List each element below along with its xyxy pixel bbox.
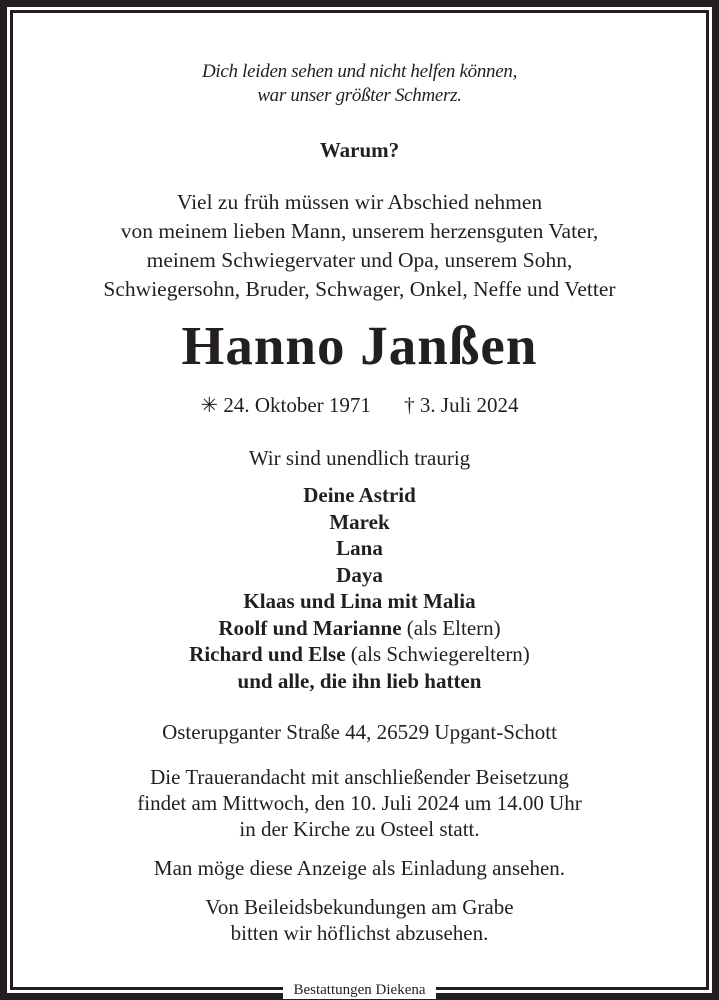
service-info xyxy=(13,764,706,842)
inner-border xyxy=(10,10,709,998)
question-heading: Warum? xyxy=(319,138,400,162)
mourner: Daya xyxy=(336,562,383,587)
intro-line: Schwiegersohn, Bruder, Schwager, Onkel, Neffe und Vetter xyxy=(103,277,616,301)
condolence-line: Von Beileidsbekundungen am Grabe xyxy=(205,895,514,919)
birth-star-icon: ✳ xyxy=(200,393,219,417)
footer-rule-right xyxy=(436,996,706,999)
deceased-name: Hanno Janßen xyxy=(181,315,538,376)
mourner: Klaas und Lina mit Malia xyxy=(243,589,476,613)
life-dates xyxy=(13,393,706,418)
service-line: findet am Mittwoch, den 10. Juli 2024 um 14.00 Uhr xyxy=(137,791,582,815)
intro-text xyxy=(13,188,706,304)
death-date: † 3. Juli 2024 xyxy=(404,393,519,417)
funeral-home: Bestattungen Diekena xyxy=(283,982,435,999)
mourner: Richard und Else (als Schwiegereltern) xyxy=(189,642,530,666)
mourner: Roolf und Marianne (als Eltern) xyxy=(218,615,501,640)
birth-date: ✳ 24. Oktober 1971 xyxy=(200,393,371,417)
mourner: Deine Astrid xyxy=(303,483,416,507)
death-cross-icon: † xyxy=(404,393,415,417)
motto-line: Dich leiden sehen und nicht helfen können, xyxy=(201,61,518,82)
condolence-line: bitten wir höflichst abzusehen. xyxy=(230,921,489,945)
outer-frame xyxy=(7,7,712,998)
intro-line: Viel zu früh müssen wir Abschied nehmen xyxy=(176,190,543,214)
service-line: in der Kirche zu Osteel statt. xyxy=(239,817,480,841)
footer-rule-left xyxy=(13,996,283,999)
address: Osterupganter Straße 44, 26529 Upgant-Schott xyxy=(162,720,557,744)
footer xyxy=(13,980,706,1000)
mourner: Lana xyxy=(336,536,383,560)
intro-line: von meinem lieben Mann, unserem herzensguten Vater, xyxy=(120,219,599,243)
invitation-note: Man möge diese Anzeige als Einladung ansehen. xyxy=(153,856,566,880)
service-line: Die Trauerandacht mit anschließender Beisetzung xyxy=(150,765,569,789)
mourners-list xyxy=(13,482,706,694)
mourner: Marek xyxy=(329,509,390,534)
motto xyxy=(13,60,706,108)
mourning-line: Wir sind unendlich traurig xyxy=(248,446,471,470)
motto-line: war unser größter Schmerz. xyxy=(257,85,462,106)
condolence-note xyxy=(13,894,706,946)
intro-line: meinem Schwiegervater und Opa, unserem Sohn, xyxy=(146,248,573,272)
mourner: und alle, die ihn lieb hatten xyxy=(237,668,482,693)
